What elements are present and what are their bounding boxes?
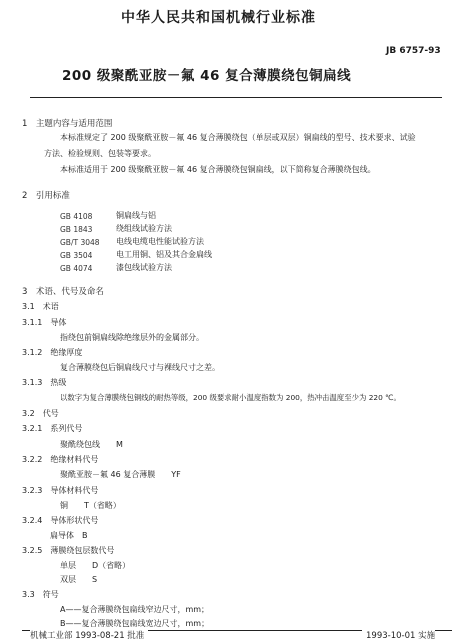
item-3-2-5-double: 双层 S (60, 575, 98, 584)
item-3-2-2: 3.2.2 绝缘材料代号 (22, 455, 99, 464)
section-1-heading: 1 主题内容与适用范围 (22, 119, 113, 129)
title-rule (30, 97, 442, 98)
item-3-2-5-single: 单层 D（省略） (60, 561, 131, 570)
ref-name: 电线电缆电性能试验方法 (116, 237, 204, 246)
item-3-2: 3.2 代号 (22, 409, 59, 418)
item-3-1-2: 3.1.2 绝缘厚度 (22, 348, 83, 357)
item-3-2-1: 3.2.1 系列代号 (22, 424, 83, 433)
item-3-2-3-text: 铜 T（省略） (60, 501, 121, 510)
item-3-2-3: 3.2.3 导体材料代号 (22, 486, 99, 495)
ref-code: GB/T 3048 (60, 238, 100, 247)
item-3-2-4-text: 扁导体 B (50, 531, 88, 540)
item-3-1-1-text: 指绕包前铜扁线除绝缘层外的金属部分。 (60, 333, 204, 342)
item-3-1-1: 3.1.1 导体 (22, 318, 67, 327)
item-3-2-2-text: 聚酰亚胺－氟 46 复合薄膜 YF (60, 470, 181, 479)
standard-code: JB 6757-93 (386, 46, 441, 56)
organization-title: 中华人民共和国机械行业标准 (121, 10, 316, 26)
section-2-heading: 2 引用标准 (22, 191, 70, 201)
item-3-3: 3.3 符号 (22, 590, 59, 599)
item-3-1-2-text: 复合薄膜绕包后铜扁线尺寸与裸线尺寸之差。 (60, 363, 220, 372)
ref-name: 电工用铜、铝及其合金扁线 (116, 250, 212, 259)
ref-code: GB 1843 (60, 225, 93, 234)
ref-name: 漆包线试验方法 (116, 263, 172, 272)
document-title: 200 级聚酰亚胺－氟 46 复合薄膜绕包铜扁线 (62, 68, 352, 84)
item-3-1-3-text: 以数字为复合薄膜绕包铜线的耐热等级，200 级要求耐小温度指数为 200，热冲击温度至少为 220 ℃。 (60, 393, 401, 402)
item-3-2-4: 3.2.4 导体形状代号 (22, 516, 99, 525)
ref-name: 绕组线试验方法 (116, 224, 172, 233)
approval-date: 机械工业部 1993-08-21 批准 (30, 629, 148, 641)
item-3-1: 3.1 术语 (22, 302, 59, 311)
section-1-para-1a: 本标准规定了 200 级聚酰亚胺－氟 46 复合薄膜绕包（单层或双层）铜扁线的型号、技术要求、试验 (60, 133, 416, 142)
section-3-heading: 3 术语、代号及命名 (22, 287, 104, 297)
ref-code: GB 3504 (60, 251, 93, 260)
item-3-3-symbol-b: B——复合薄膜绕包扁线宽边尺寸，mm； (60, 619, 210, 628)
section-1-para-2: 本标准适用于 200 级聚酰亚胺－氟 46 复合薄膜绕包铜扁线，以下简称复合薄膜绕包线。 (60, 165, 376, 174)
ref-code: GB 4108 (60, 212, 93, 221)
ref-name: 铜扁线与铝 (116, 211, 156, 220)
item-3-3-symbol-a: A——复合薄膜绕包扁线窄边尺寸，mm； (60, 605, 210, 614)
implementation-date: 1993-10-01 实施 (362, 629, 435, 641)
item-3-2-5: 3.2.5 薄膜绕包层数代号 (22, 546, 115, 555)
ref-code: GB 4074 (60, 264, 93, 273)
section-1-para-1b: 方法、检验规则、包装等要求。 (44, 149, 156, 158)
item-3-2-1-text: 聚酰绕包线 M (60, 440, 123, 449)
item-3-1-3: 3.1.3 热级 (22, 378, 67, 387)
